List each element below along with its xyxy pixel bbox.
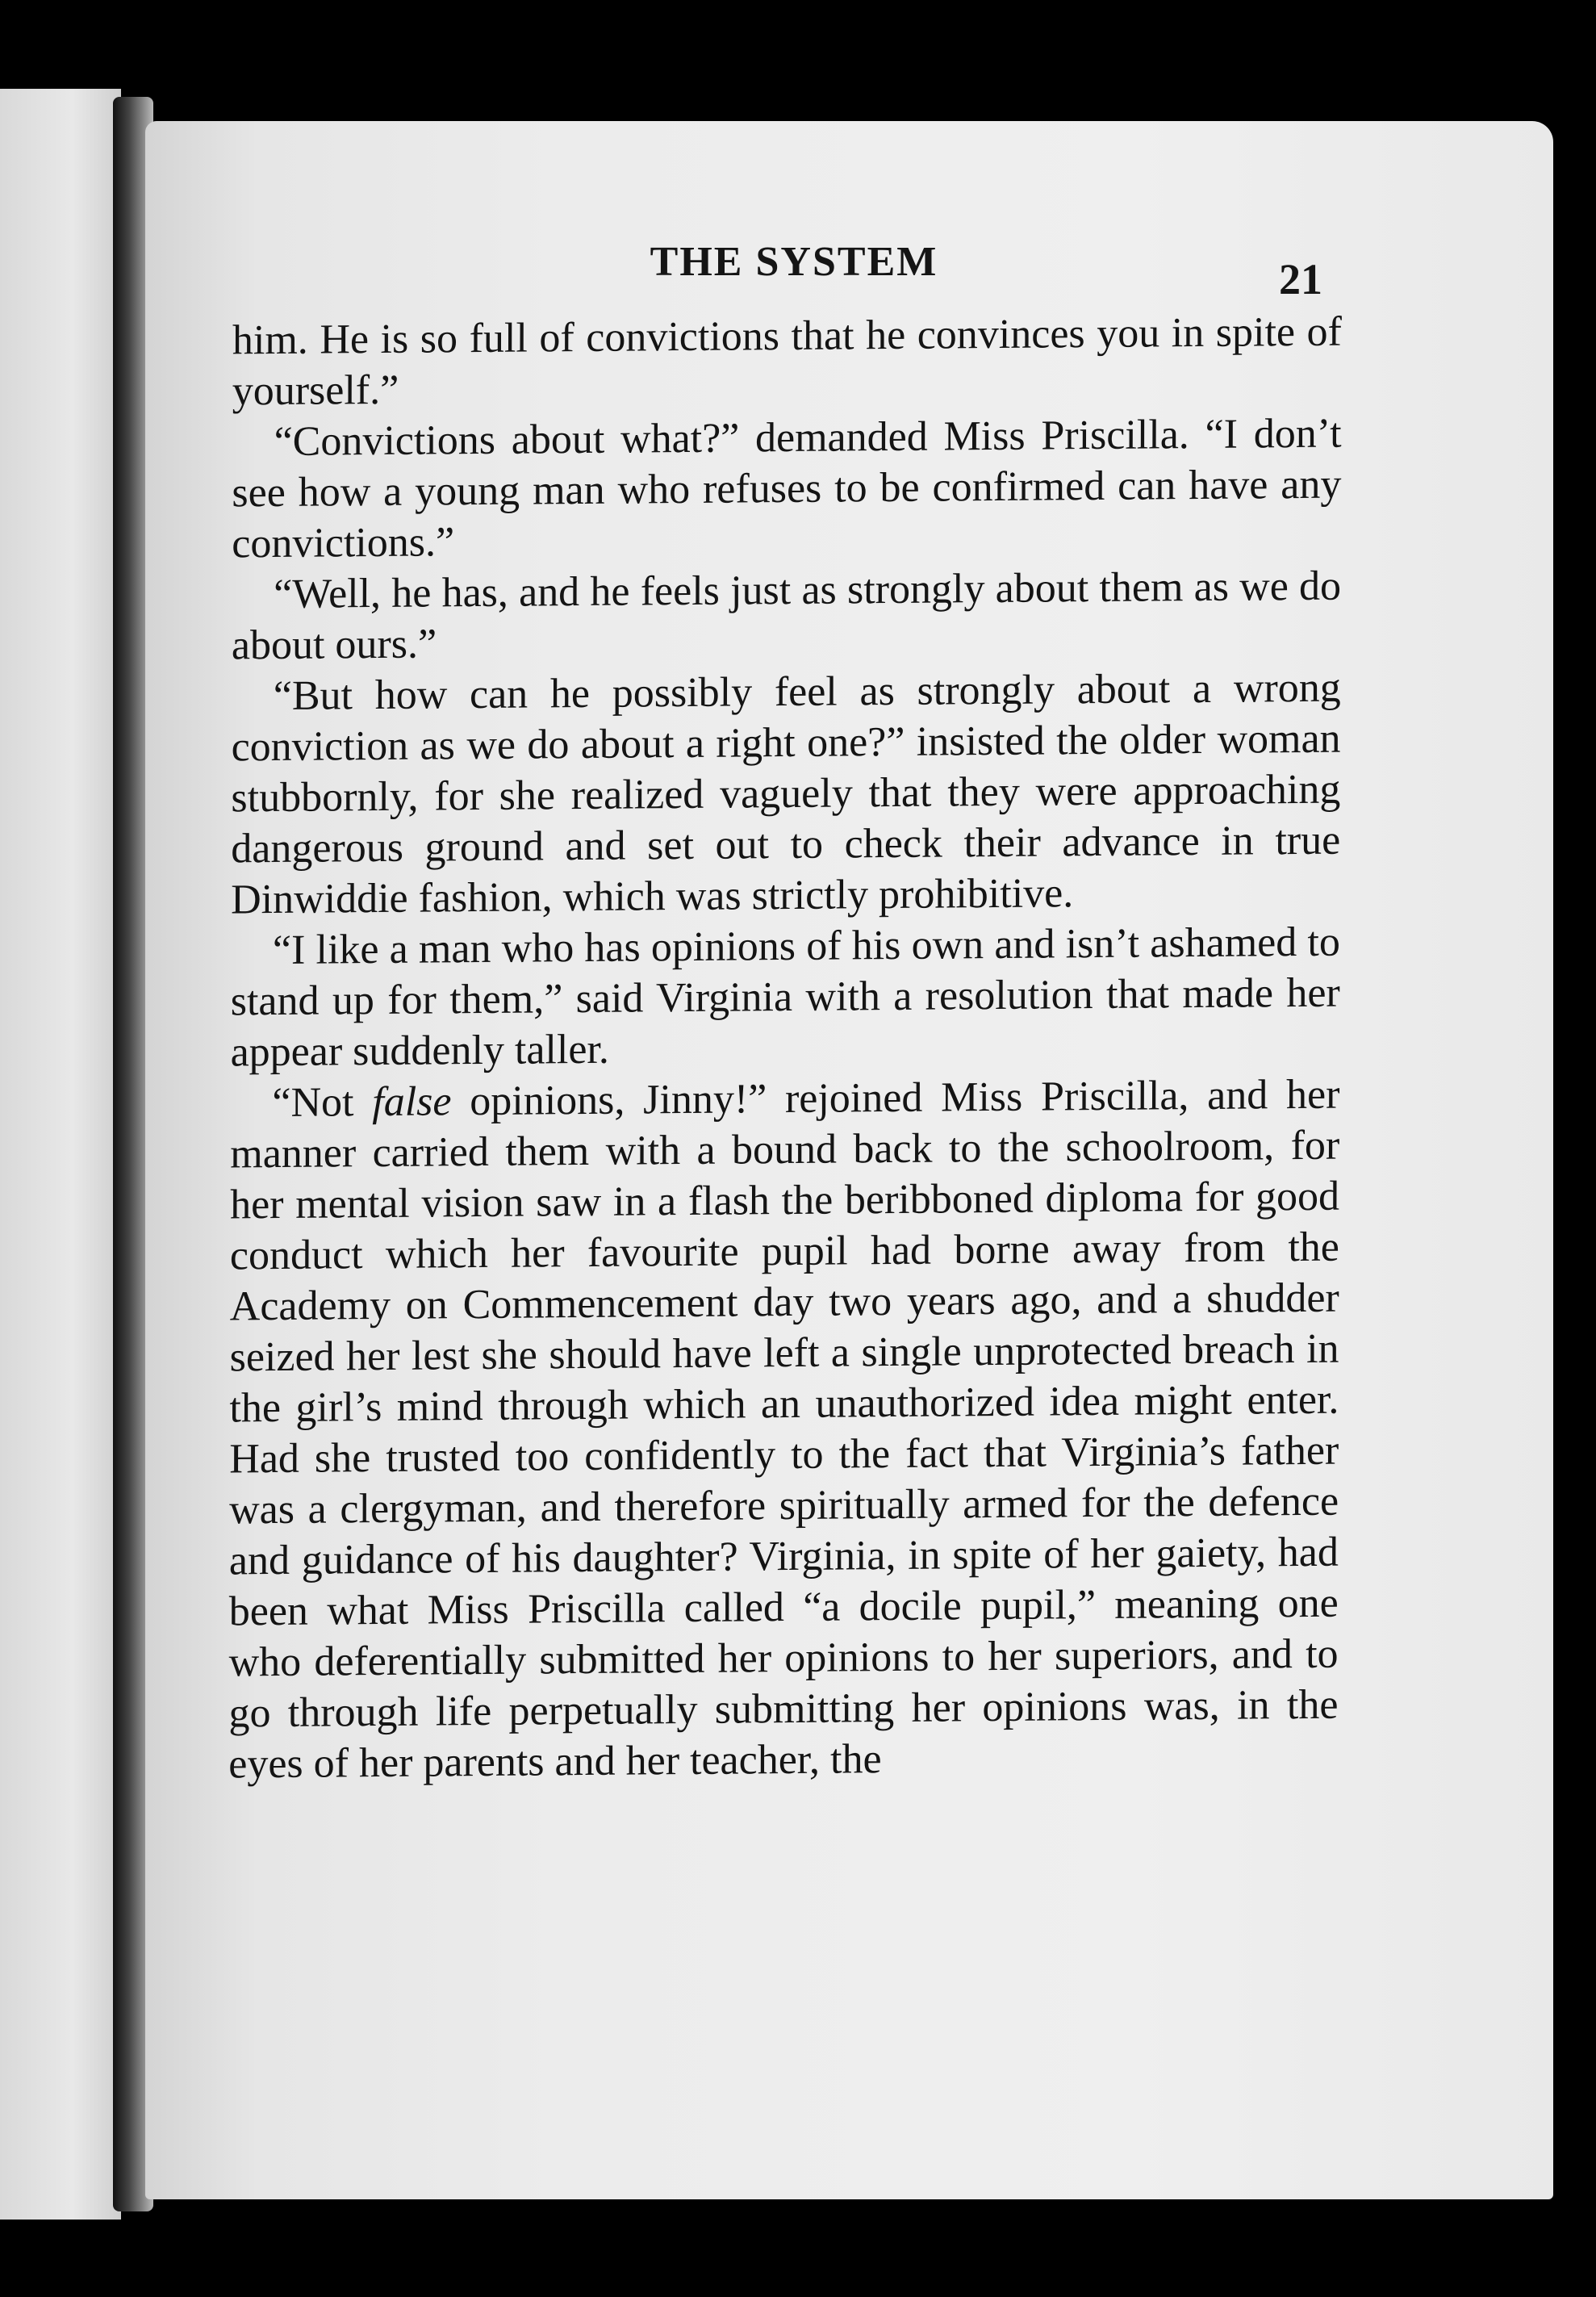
paragraph: him. He is so full of convictions that he convinces you in spite of yourself.” bbox=[232, 308, 1342, 415]
page-body bbox=[228, 307, 1342, 2059]
emphasized-word: false bbox=[372, 1078, 452, 1126]
paragraph: “Convictions about what?” demanded Miss Priscilla. “I don’t see how a young man who refuses to be confirmed can have any convictions.” bbox=[232, 410, 1342, 567]
running-title: THE SYSTEM bbox=[650, 239, 938, 285]
paragraph: “I like a man who has opinions of his own and isn’t ashamed to stand up for them,” said Virginia with a resolution that made her appear suddenly taller. bbox=[230, 918, 1340, 1076]
right-scan-edge bbox=[1553, 129, 1596, 2195]
paragraph: “Well, he has, and he feels just as strongly about them as we do about ours.” bbox=[231, 563, 1342, 669]
page-number: 21 bbox=[1279, 255, 1322, 303]
facing-page-edge bbox=[0, 89, 121, 2220]
paragraph-lead: “Not bbox=[272, 1079, 354, 1127]
paragraph bbox=[228, 1069, 1339, 1790]
paragraph: “But how can he possibly feel as strongly about a wrong conviction as we do about a right one?” insisted the older woman stubbornly, for she realized vaguely that they were approaching dangerous ground and set out to check their advance in true Dinwiddie fashion, which was strictly prohibitive. bbox=[231, 664, 1341, 923]
paragraph-rest: opinions, Jinny!” rejoined Miss Priscilla, and her manner carried them with a bound back to the schoolroom, for her mental vision saw in a flash the beribboned diploma for good conduct which her favourite pupil had borne away from the Academy on Commencement day two years ago, and a shudder seized her lest she should have left a single unprotected breach in the girl’s mind through which an unauthorized idea might enter. Had she trusted too confidently to the fact that Virginia’s father was a clergyman, and therefore spiritually armed for the defence and guidance of his daughter? Virginia, in spite of her gaiety, had been what Miss Priscilla called “a docile pupil,” meaning one who deferentially submitted her opinions to her superiors, and to go through life perpetually submitting her opinions was, in the eyes of her parents and her teacher, the bbox=[228, 1071, 1340, 1788]
